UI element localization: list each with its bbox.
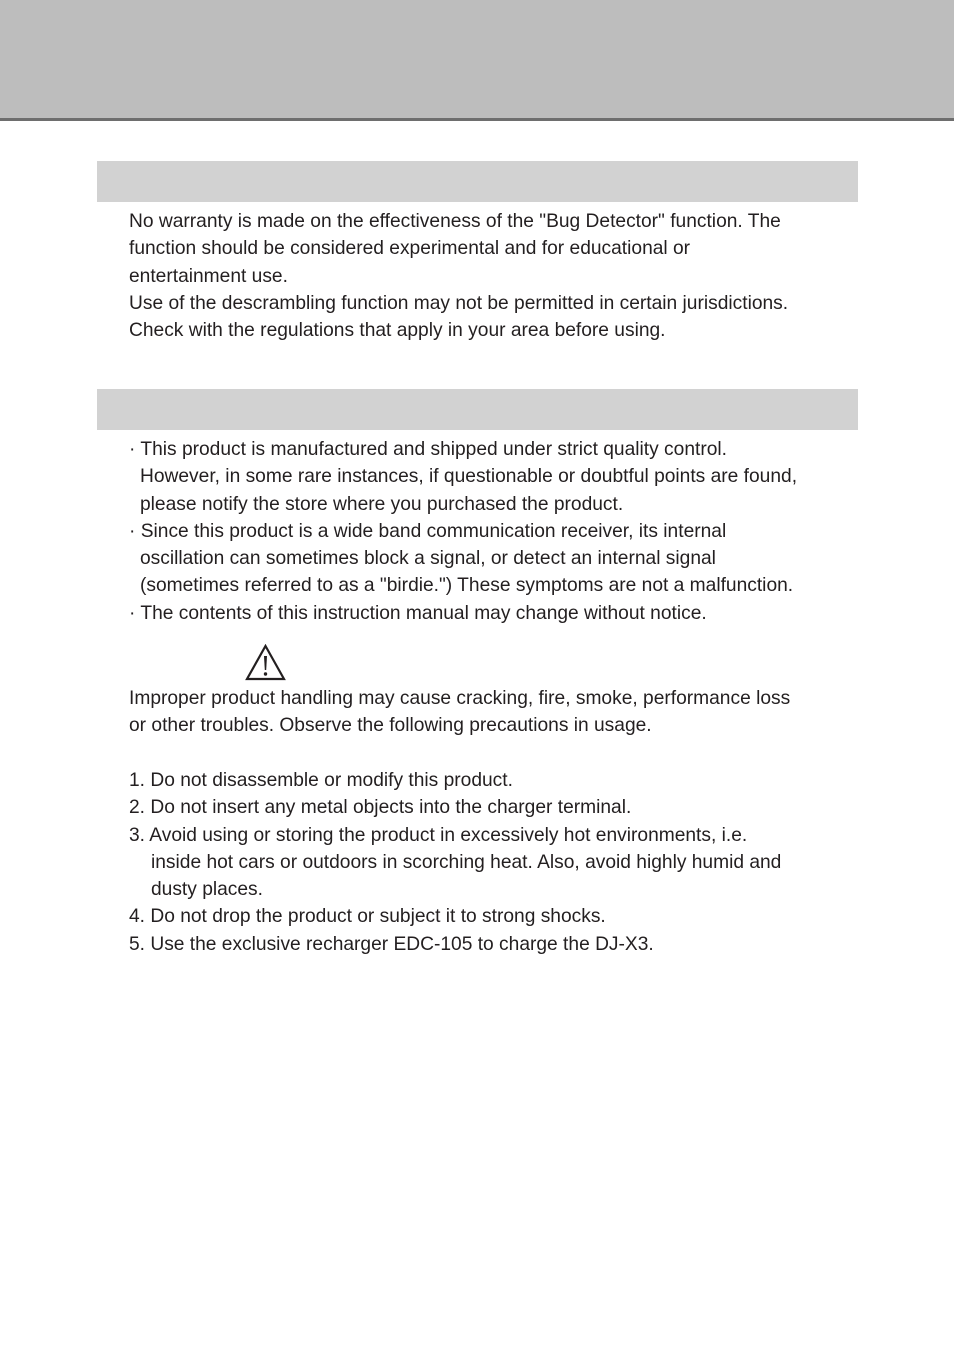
- text-line: Check with the regulations that apply in your area before using.: [129, 320, 666, 342]
- numbered-item-line: 5. Use the exclusive recharger EDC-105 to charge the DJ-X3.: [129, 933, 654, 955]
- numbered-item-line: 3. Avoid using or storing the product in excessively hot environments, i.e.: [129, 824, 748, 846]
- caution-numbered-list: [129, 767, 859, 958]
- bullet-item-line: please notify the store where you purchased the product.: [140, 493, 624, 515]
- numbered-item-line: 4. Do not drop the product or subject it to strong shocks.: [129, 906, 606, 928]
- bullet-item-line: oscillation can sometimes block a signal, or detect an internal signal: [140, 548, 716, 570]
- disclaimer-paragraph: [129, 208, 859, 344]
- bullet-item-line: · Since this product is a wide band communication receiver, its internal: [129, 520, 727, 542]
- bullet-item-line: However, in some rare instances, if questionable or doubtful points are found,: [140, 466, 798, 488]
- section-heading-bar-notes: [97, 389, 858, 430]
- text-line: entertainment use.: [129, 265, 288, 287]
- text-line: function should be considered experimental and for educational or: [129, 238, 691, 260]
- caution-intro: [129, 685, 859, 740]
- text-line: Use of the descrambling function may not be permitted in certain jurisdictions.: [129, 292, 789, 314]
- text-line: No warranty is made on the effectiveness of the "Bug Detector" function. The: [129, 211, 781, 232]
- bullet-item-line: · This product is manufactured and shipped under strict quality control.: [129, 439, 727, 460]
- text-line: Improper product handling may cause cracking, fire, smoke, performance loss: [129, 688, 791, 709]
- numbered-item-line: 1. Do not disassemble or modify this product.: [129, 770, 513, 791]
- numbered-item-line: 2. Do not insert any metal objects into the charger terminal.: [129, 797, 632, 819]
- numbered-item-line: inside hot cars or outdoors in scorching heat. Also, avoid highly humid and: [151, 851, 782, 873]
- numbered-item-line: dusty places.: [151, 879, 263, 901]
- bullet-item-line: · The contents of this instruction manual may change without notice.: [129, 602, 707, 624]
- text-line: or other troubles. Observe the following precautions in usage.: [129, 715, 652, 737]
- section-heading-bar-disclaimer: [97, 161, 858, 202]
- notes-bullet-list: [129, 436, 859, 627]
- bullet-item-line: (sometimes referred to as a "birdie.") These symptoms are not a malfunction.: [140, 575, 794, 597]
- warning-triangle-icon: [245, 644, 286, 681]
- header-banner: [0, 0, 954, 121]
